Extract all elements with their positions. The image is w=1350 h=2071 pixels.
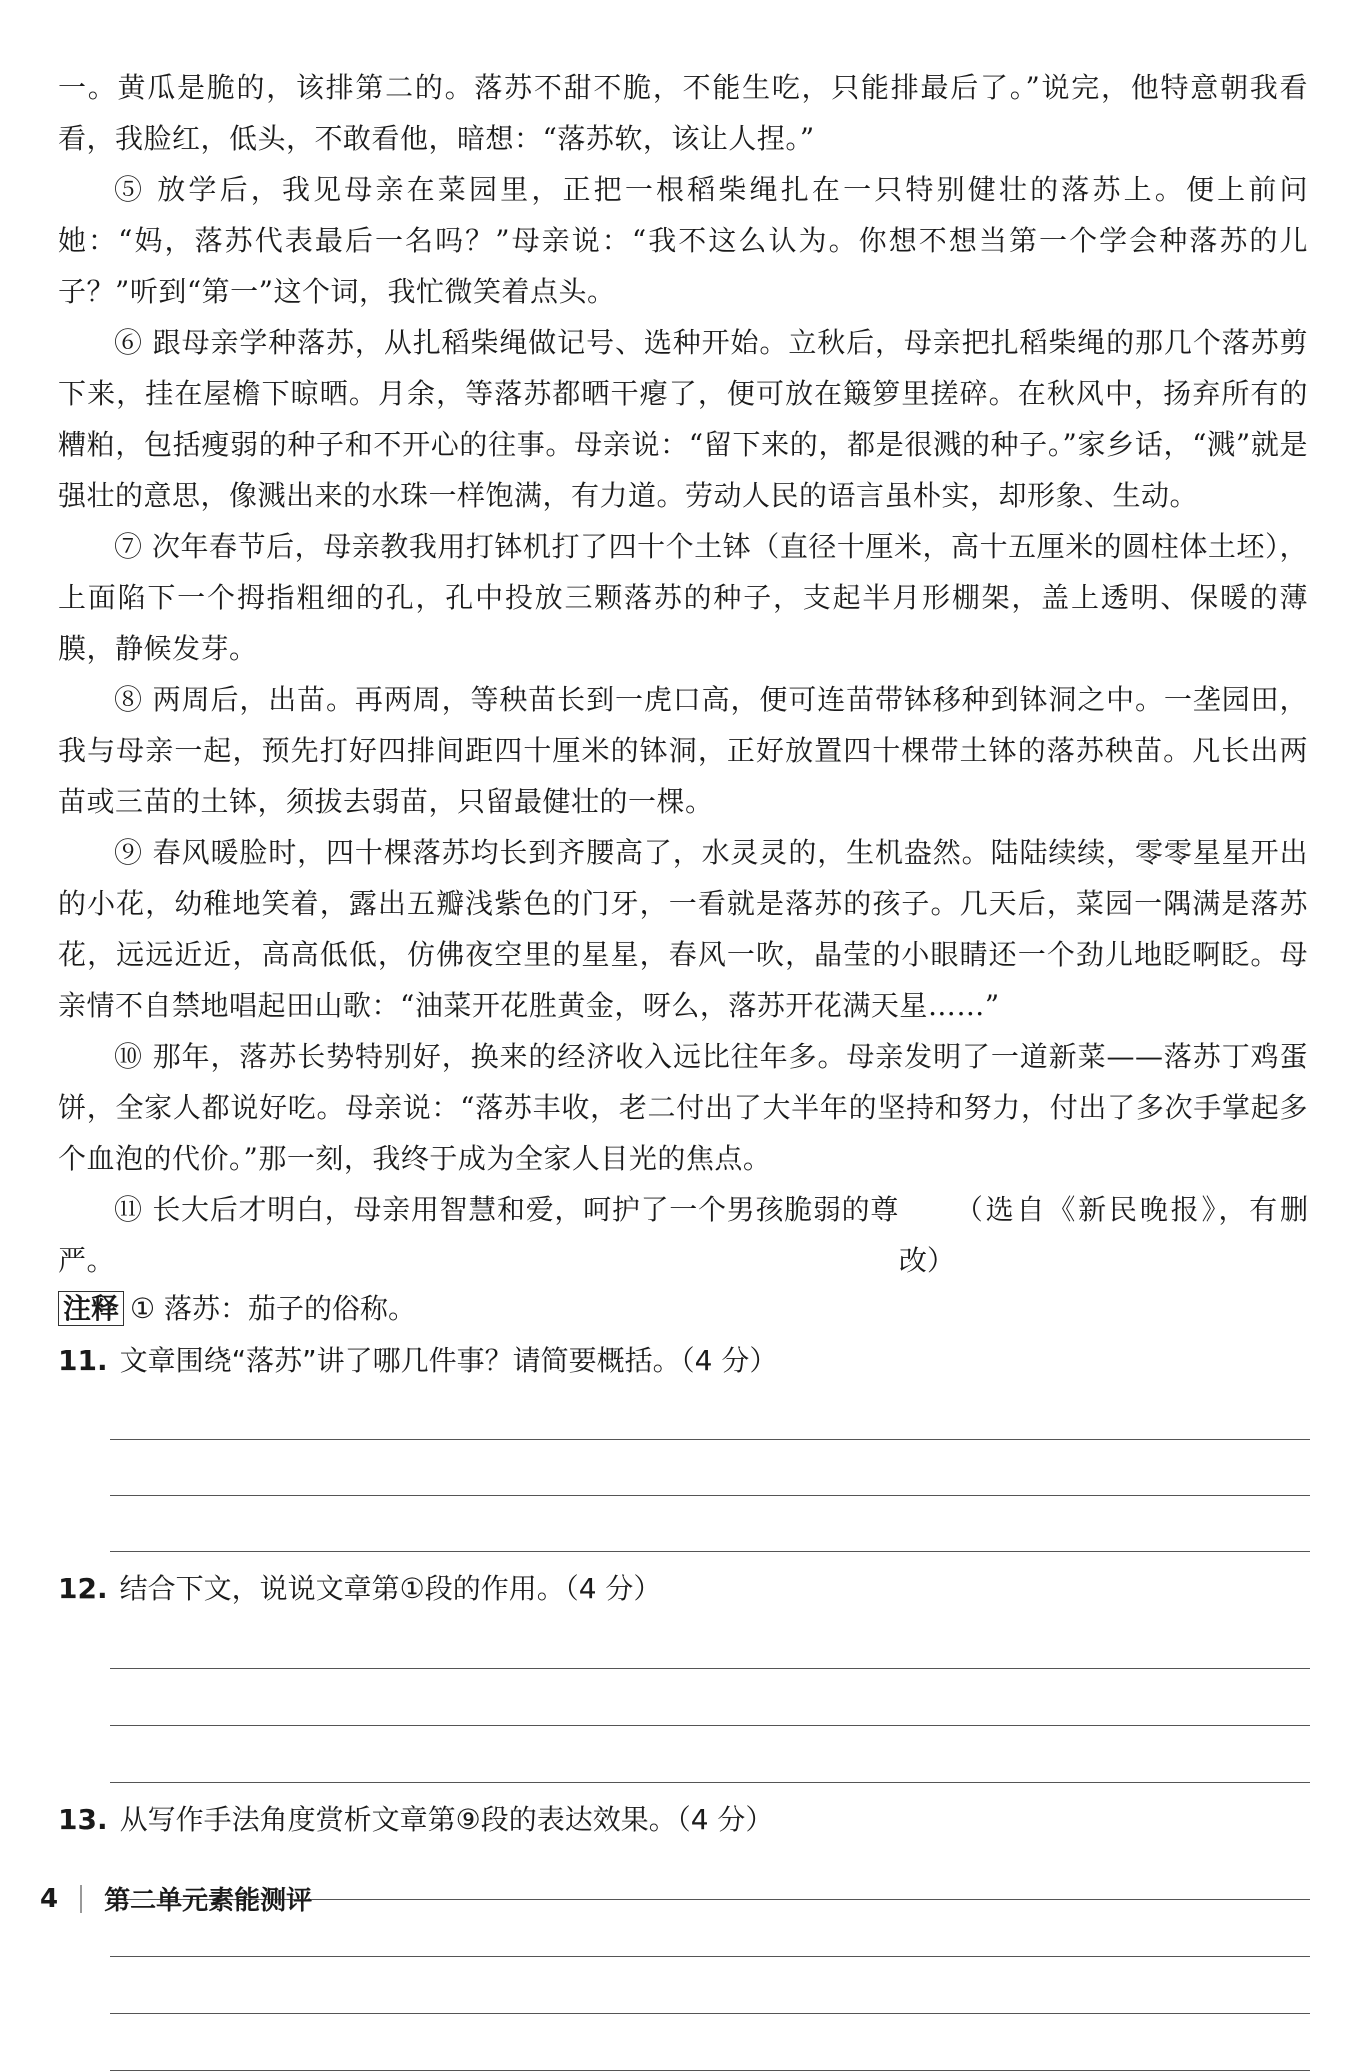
passage: [58, 62, 1308, 1286]
passage-paragraph-11: [58, 1184, 1308, 1286]
passage-paragraph-10: ⑩ 那年，落苏长势特别好，换来的经济收入远比往年多。母亲发明了一道新菜——落苏丁鸡蛋饼，全家人都说好吃。母亲说：“落苏丰收，老二付出了大半年的坚持和努力，付出了多次手掌起多个血泡的代价。”那一刻，我终于成为全家人目光的焦点。: [58, 1040, 1308, 1175]
question-13: [58, 1797, 1308, 2071]
footer-divider: [80, 1885, 82, 1913]
passage-paragraph-8: ⑧ 两周后，出苗。再两周，等秧苗长到一虎口高，便可连苗带钵移种到钵洞之中。一垄园田，我与母亲一起，预先打好四排间距四十厘米的钵洞，正好放置四十棵带土钵的落苏秧苗。凡长出两苗或三苗的土钵，须拔去弱苗，只留最健壮的一棵。: [58, 683, 1308, 818]
answer-line[interactable]: [110, 1440, 1310, 1496]
answer-line[interactable]: [110, 1726, 1310, 1783]
answer-line[interactable]: [110, 1957, 1310, 2014]
answer-line[interactable]: [110, 1612, 1310, 1669]
question-number: 13.: [58, 1803, 108, 1836]
section-title: 第二单元素能测评: [104, 1886, 313, 1916]
answer-line[interactable]: [110, 2014, 1310, 2071]
note-tag: 注释: [58, 1291, 124, 1326]
passage-source: （选自《新民晚报》，有删改）: [898, 1193, 1308, 1277]
document-page: [58, 62, 1308, 2071]
question-11: [58, 1338, 1308, 1552]
question-12-prompt: [58, 1566, 1308, 1612]
question-12: [58, 1566, 1308, 1783]
passage-last-paragraph: ⑪ 长大后才明白，母亲用智慧和爱，呵护了一个男孩脆弱的尊严。: [58, 1193, 899, 1277]
question-11-prompt: [58, 1338, 1308, 1384]
page-number: 4: [40, 1883, 59, 1914]
passage-paragraph-continued: 一。黄瓜是脆的，该排第二的。落苏不甜不脆，不能生吃，只能排最后了。”说完，他特意朝我看看，我脸红，低头，不敢看他，暗想：“落苏软，该让人捏。”: [58, 71, 1308, 155]
passage-paragraph-6: ⑥ 跟母亲学种落苏，从扎稻柴绳做记号、选种开始。立秋后，母亲把扎稻柴绳的那几个落苏剪下来，挂在屋檐下晾晒。月余，等落苏都晒干瘪了，便可放在簸箩里搓碎。在秋风中，扬弃所有的糟粕，包括瘦弱的种子和不开心的往事。母亲说：“留下来的，都是很溅的种子。”家乡话，“溅”就是强壮的意思，像溅出来的水珠一样饱满，有力道。劳动人民的语言虽朴实，却形象、生动。: [58, 326, 1308, 512]
question-text: 结合下文，说说文章第①段的作用。（4 分）: [119, 1572, 662, 1605]
question-text: 文章围绕“落苏”讲了哪几件事？请简要概括。（4 分）: [119, 1344, 778, 1377]
question-number: 12.: [58, 1572, 108, 1605]
answer-line[interactable]: [110, 1384, 1310, 1440]
annotation-note: [58, 1286, 1308, 1332]
question-13-prompt: [58, 1797, 1308, 1843]
page-footer: [40, 1880, 312, 1917]
question-text: 从写作手法角度赏析文章第⑨段的表达效果。（4 分）: [119, 1803, 774, 1836]
passage-paragraph-7: ⑦ 次年春节后，母亲教我用打钵机打了四十个土钵（直径十厘米，高十五厘米的圆柱体土坯），上面陷下一个拇指粗细的孔，孔中投放三颗落苏的种子，支起半月形棚架，盖上透明、保暖的薄膜，静候发芽。: [58, 530, 1308, 665]
passage-paragraph-9: ⑨ 春风暖脸时，四十棵落苏均长到齐腰高了，水灵灵的，生机盎然。陆陆续续，零零星星开出的小花，幼稚地笑着，露出五瓣浅紫色的门牙，一看就是落苏的孩子。几天后，菜园一隅满是落苏花，远远近近，高高低低，仿佛夜空里的星星，春风一吹，晶莹的小眼睛还一个劲儿地眨啊眨。母亲情不自禁地唱起田山歌：“油菜开花胜黄金，呀么，落苏开花满天星……”: [58, 836, 1308, 1022]
answer-line[interactable]: [110, 1496, 1310, 1552]
passage-paragraph-5: ⑤ 放学后，我见母亲在菜园里，正把一根稻柴绳扎在一只特别健壮的落苏上。便上前问她：“妈，落苏代表最后一名吗？”母亲说：“我不这么认为。你想不想当第一个学会种落苏的儿子？”听到“第一”这个词，我忙微笑着点头。: [58, 173, 1308, 308]
answer-line[interactable]: [110, 1669, 1310, 1726]
question-number: 11.: [58, 1344, 108, 1377]
note-text: ① 落苏：茄子的俗称。: [130, 1292, 417, 1325]
